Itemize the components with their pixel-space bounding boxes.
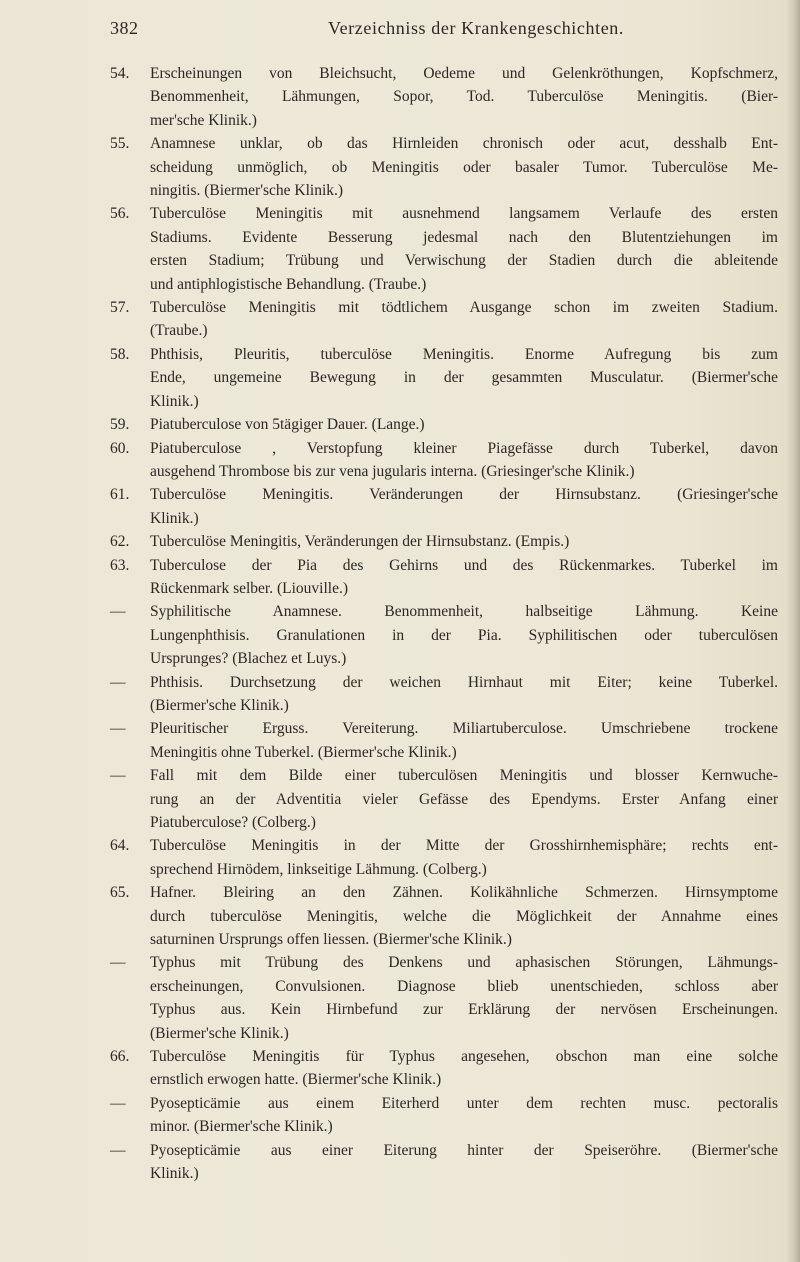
case-entry — [110, 437, 778, 484]
case-entry — [110, 1092, 778, 1139]
case-entry — [110, 881, 778, 951]
case-entry — [110, 764, 778, 834]
case-entry-line: erscheinungen, Convulsionen. Diagnose blieb unentschieden, schloss aber — [150, 977, 778, 995]
case-entry-line: Piatuberculose von 5tägiger Dauer. (Lange.) — [150, 416, 425, 434]
case-entry-line: Klinik.) — [150, 1165, 199, 1183]
case-entry-line: Typhus mit Trübung des Denkens und aphasischen Störungen, Lähmungs- — [150, 954, 778, 972]
case-entry — [110, 717, 778, 764]
case-entry-number: — — [110, 767, 126, 785]
case-entry-line: Lungenphthisis. Granulationen in der Pia. Syphilitischen oder tuberculösen — [150, 626, 778, 644]
case-entry-number: — — [110, 603, 126, 621]
case-entry-line: Ursprunges? (Blachez et Luys.) — [150, 650, 347, 668]
case-entry-line: minor. (Biermer'sche Klinik.) — [150, 1118, 333, 1136]
case-entry-number: — — [110, 954, 126, 972]
case-entry-number: — — [110, 673, 126, 691]
case-entry-line: ausgehend Thrombose bis zur vena jugularis interna. (Griesinger'sche Klinik.) — [150, 462, 635, 480]
case-entry-number: — — [110, 1141, 126, 1159]
case-entry-number: 62. — [110, 533, 130, 551]
case-entry-line: Tuberculose der Pia des Gehirns und des Rückenmarkes. Tuberkel im — [150, 556, 778, 574]
case-entry-line: Piatuberculose? (Colberg.) — [150, 814, 316, 831]
case-entry — [110, 483, 778, 530]
case-entry-line: Tuberculöse Meningitis für Typhus angesehen, obschon man eine solche — [150, 1048, 778, 1066]
case-entry-line: Pyosepticämie aus einem Eiterherd unter dem rechten musc. pectoralis — [150, 1094, 778, 1112]
case-entry — [110, 600, 778, 670]
case-entry-line: Tuberculöse Meningitis mit ausnehmend langsamem Verlaufe des ersten — [150, 205, 778, 223]
case-entry-line: rung an der Adventitia vieler Gefässe des Ependyms. Erster Anfang einer — [150, 790, 778, 808]
case-entry-number: 66. — [110, 1048, 130, 1066]
case-entry-number: 63. — [110, 556, 130, 574]
case-entry-line: Erscheinungen von Bleichsucht, Oedeme und Gelenkröthungen, Kopfschmerz, — [150, 65, 778, 82]
case-entry — [110, 1139, 778, 1186]
case-entry — [110, 671, 778, 718]
case-entry-line: Tuberculöse Meningitis in der Mitte der Grosshirnhemisphäre; rechts ent- — [150, 837, 778, 855]
case-entry-line: und antiphlogistische Behandlung. (Traube.) — [150, 275, 427, 293]
case-entry-line: ersten Stadium; Trübung und Verwischung der Stadien durch die ableitende — [150, 252, 778, 270]
case-entry — [110, 62, 778, 132]
case-entry-line: Rückenmark selber. (Liouville.) — [150, 579, 348, 597]
page-header — [110, 18, 775, 46]
case-entry — [110, 296, 778, 343]
case-entry-line: Anamnese unklar, ob das Hirnleiden chronisch oder acut, desshalb Ent- — [150, 135, 778, 153]
case-entry-line: Phthisis. Durchsetzung der weichen Hirnhaut mit Eiter; keine Tuberkel. — [150, 673, 778, 691]
case-entry-number: 65. — [110, 884, 130, 902]
case-entry-line: Piatuberculose , Verstopfung kleiner Piagefässe durch Tuberkel, davon — [150, 439, 778, 457]
case-entry-line: Meningitis ohne Tuberkel. (Biermer'sche Klinik.) — [150, 743, 457, 761]
case-entry-number: 57. — [110, 299, 130, 317]
case-entry-line: (Biermer'sche Klinik.) — [150, 1024, 289, 1042]
case-entry — [110, 132, 778, 202]
case-entry — [110, 530, 778, 553]
case-entry-number: 59. — [110, 416, 130, 434]
case-entry-line: durch tuberculöse Meningitis, welche die Möglichkeit der Annahme eines — [150, 907, 778, 925]
case-entry-line: saturninen Ursprungs offen liessen. (Biermer'sche Klinik.) — [150, 931, 512, 949]
case-entry — [110, 343, 778, 413]
case-entry-line: Hafner. Bleiring an den Zähnen. Kolikähnliche Schmerzen. Hirnsymptome — [150, 884, 778, 902]
page-number: 382 — [110, 18, 139, 38]
case-entry-line: mer'sche Klinik.) — [150, 111, 257, 129]
case-entry-line: scheidung unmöglich, ob Meningitis oder basaler Tumor. Tuberculöse Me- — [150, 158, 778, 176]
case-entry-line: Pyosepticämie aus einer Eiterung hinter der Speiseröhre. (Biermer'sche — [150, 1141, 778, 1159]
case-entry-line: Ende, ungemeine Bewegung in der gesammten Musculatur. (Biermer'sche — [150, 369, 778, 387]
case-entry-line: Pleuritischer Erguss. Vereiterung. Miliartuberculose. Umschriebene trockene — [150, 720, 778, 738]
case-index-list — [110, 62, 778, 1186]
case-entry — [110, 413, 778, 436]
case-entry-line: Fall mit dem Bilde einer tuberculösen Meningitis und blosser Kernwuche- — [150, 767, 778, 785]
case-entry-number: 60. — [110, 439, 130, 457]
case-entry — [110, 1045, 778, 1092]
case-entry — [110, 951, 778, 1045]
case-entry-line: Benommenheit, Lähmungen, Sopor, Tod. Tuberculöse Meningitis. (Bier- — [150, 88, 778, 106]
case-entry-line: (Traube.) — [150, 322, 208, 340]
case-entry-line: ningitis. (Biermer'sche Klinik.) — [150, 182, 344, 200]
case-entry-line: Tuberculöse Meningitis mit tödtlichem Ausgange schon im zweiten Stadium. — [150, 299, 778, 317]
running-title: Verzeichniss der Krankengeschichten. — [328, 18, 624, 38]
case-entry-number: 58. — [110, 345, 130, 363]
case-entry-line: Klinik.) — [150, 509, 199, 527]
case-entry-line: Stadiums. Evidente Besserung jedesmal nach den Blutentziehungen im — [150, 228, 778, 246]
case-entry-line: (Biermer'sche Klinik.) — [150, 696, 289, 714]
case-entry-number: 61. — [110, 486, 130, 504]
case-entry-number: 55. — [110, 135, 130, 153]
case-entry-line: Klinik.) — [150, 392, 199, 410]
page-edge-shadow — [786, 0, 800, 1262]
case-entry-number: 56. — [110, 205, 130, 223]
case-entry-line: Typhus aus. Kein Hirnbefund zur Erklärung der nervösen Erscheinungen. — [150, 1001, 778, 1019]
case-entry-number: 54. — [110, 65, 130, 82]
case-entry-number: 64. — [110, 837, 130, 855]
case-entry-number: — — [110, 720, 126, 738]
case-entry-line: Phthisis, Pleuritis, tuberculöse Meningitis. Enorme Aufregung bis zum — [150, 345, 778, 363]
case-entry — [110, 834, 778, 881]
case-entry-line: Tuberculöse Meningitis, Veränderungen der Hirnsubstanz. (Empis.) — [150, 533, 570, 551]
case-entry — [110, 202, 778, 296]
case-entry — [110, 554, 778, 601]
case-entry-line: sprechend Hirnödem, linkseitige Lähmung. (Colberg.) — [150, 860, 487, 878]
case-entry-line: Syphilitische Anamnese. Benommenheit, halbseitige Lähmung. Keine — [150, 603, 778, 621]
case-entry-number: — — [110, 1094, 126, 1112]
case-entry-line: Tuberculöse Meningitis. Veränderungen der Hirnsubstanz. (Griesinger'sche — [150, 486, 778, 504]
case-entry-line: ernstlich erwogen hatte. (Biermer'sche Klinik.) — [150, 1071, 442, 1089]
